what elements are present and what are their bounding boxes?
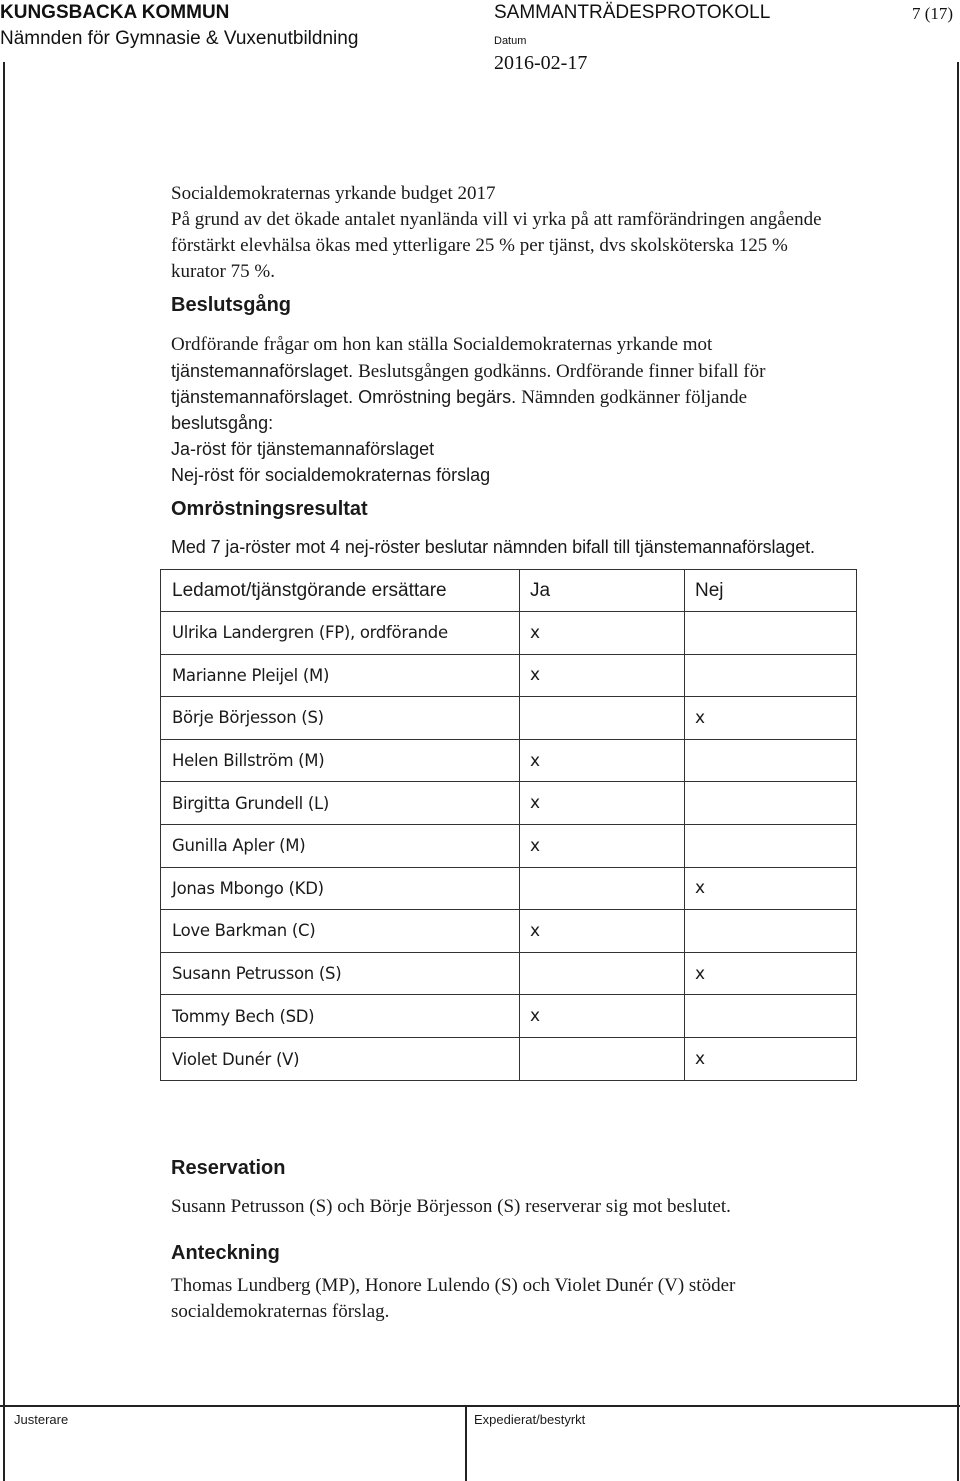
footer-column-divider (465, 1405, 467, 1481)
right-margin-line (957, 62, 959, 1481)
member-name: Marianne Pleijel (M) (161, 655, 520, 697)
decision-text: Nämnden godkänner följande (521, 387, 747, 408)
member-name: Love Barkman (C) (161, 910, 520, 952)
yes-mark: x (520, 910, 685, 952)
vote-table (160, 569, 857, 1081)
footer-divider (0, 1405, 960, 1407)
note-text: Thomas Lundberg (MP), Honore Lulendo (S) och Violet Dunér (V) stöder (171, 1275, 736, 1296)
no-mark: x (695, 878, 706, 899)
member-name: Börje Börjesson (S) (161, 697, 520, 739)
yes-mark (520, 953, 685, 995)
table-row (161, 910, 856, 953)
yes-mark (520, 697, 685, 739)
left-margin-line (3, 62, 5, 1481)
no-mark (685, 825, 856, 867)
column-header-yes: Ja (520, 570, 685, 611)
no-mark (685, 995, 856, 1037)
table-row (161, 655, 856, 698)
member-name: Helen Billström (M) (161, 740, 520, 782)
yes-mark: x (520, 825, 685, 867)
member-name: Birgitta Grundell (L) (161, 782, 520, 824)
reservation-text: Susann Petrusson (S) och Börje Börjesson (S) reserverar sig mot beslutet. (171, 1196, 731, 1217)
decision-line (171, 358, 765, 385)
no-mark: x (695, 707, 706, 728)
yes-mark (520, 1038, 685, 1081)
yes-mark: x (520, 995, 685, 1037)
table-header-row (161, 570, 856, 612)
organization-name: KUNGSBACKA KOMMUN (0, 2, 230, 23)
no-mark (685, 740, 856, 782)
yes-mark: x (520, 782, 685, 824)
decision-text: Beslutsgången godkänns. Ordförande finner bifall för (358, 361, 766, 382)
table-row (161, 995, 856, 1038)
yes-mark (520, 868, 685, 910)
no-mark (685, 612, 856, 654)
table-row (161, 612, 856, 655)
decision-yes-option: Ja-röst för tjänstemannaförslaget (171, 439, 435, 459)
column-header-no: Nej (695, 579, 724, 601)
member-name: Violet Dunér (V) (161, 1038, 520, 1081)
yes-mark: x (520, 655, 685, 697)
table-row (161, 868, 856, 911)
no-mark: x (695, 1049, 706, 1070)
proposal-line: kurator 75 %. (171, 261, 275, 282)
yes-mark: x (520, 740, 685, 782)
table-row (161, 953, 856, 996)
table-row (161, 740, 856, 783)
table-row (161, 697, 856, 740)
board-name: Nämnden för Gymnasie & Vuxenutbildning (0, 28, 359, 49)
decision-no-option: Nej-röst för socialdemokraternas förslag (171, 465, 491, 485)
vote-result-summary: Med 7 ja-röster mot 4 nej-röster beslutar nämnden bifall till tjänstemannaförslaget. (171, 537, 815, 557)
no-mark: x (695, 963, 706, 984)
member-name: Tommy Bech (SD) (161, 995, 520, 1037)
decision-text: Ordförande frågar om hon kan ställa Socialdemokraternas yrkande mot (171, 334, 713, 355)
table-row (161, 1038, 856, 1081)
decision-line (171, 384, 747, 411)
document-type: SAMMANTRÄDESPROTOKOLL (494, 2, 771, 23)
no-mark (685, 782, 856, 824)
vote-result-heading: Omröstningsresultat (171, 498, 368, 520)
yes-mark: x (520, 612, 685, 654)
proposal-line: förstärkt elevhälsa ökas med ytterligare 25 % per tjänst, dvs skolsköterska 125 % (171, 235, 788, 256)
page-number: 7 (17) (912, 4, 954, 23)
meeting-date: 2016-02-17 (494, 52, 588, 74)
reservation-heading: Reservation (171, 1157, 286, 1179)
member-name: Susann Petrusson (S) (161, 953, 520, 995)
no-mark (685, 655, 856, 697)
note-text: socialdemokraternas förslag. (171, 1301, 390, 1322)
sent-label: Expedierat/bestyrkt (474, 1412, 586, 1427)
date-label: Datum (494, 35, 527, 47)
signer-label: Justerare (14, 1412, 69, 1427)
member-name: Jonas Mbongo (KD) (161, 868, 520, 910)
member-name: Gunilla Apler (M) (161, 825, 520, 867)
table-row (161, 825, 856, 868)
member-name: Ulrika Landergren (FP), ordförande (161, 612, 520, 654)
decision-heading: Beslutsgång (171, 294, 292, 316)
proposal-title: Socialdemokraternas yrkande budget 2017 (171, 183, 496, 204)
note-heading: Anteckning (171, 1242, 280, 1264)
no-mark (685, 910, 856, 952)
table-row (161, 782, 856, 825)
proposal-line: På grund av det ökade antalet nyanlända vill vi yrka på att ramförändringen angående (171, 209, 822, 230)
decision-text: tjänstemannaförslaget. (171, 361, 359, 381)
decision-text: beslutsgång: (171, 413, 274, 433)
decision-text: tjänstemannaförslaget. Omröstning begärs. (171, 387, 522, 407)
column-header-member: Ledamot/tjänstgörande ersättare (161, 570, 520, 611)
